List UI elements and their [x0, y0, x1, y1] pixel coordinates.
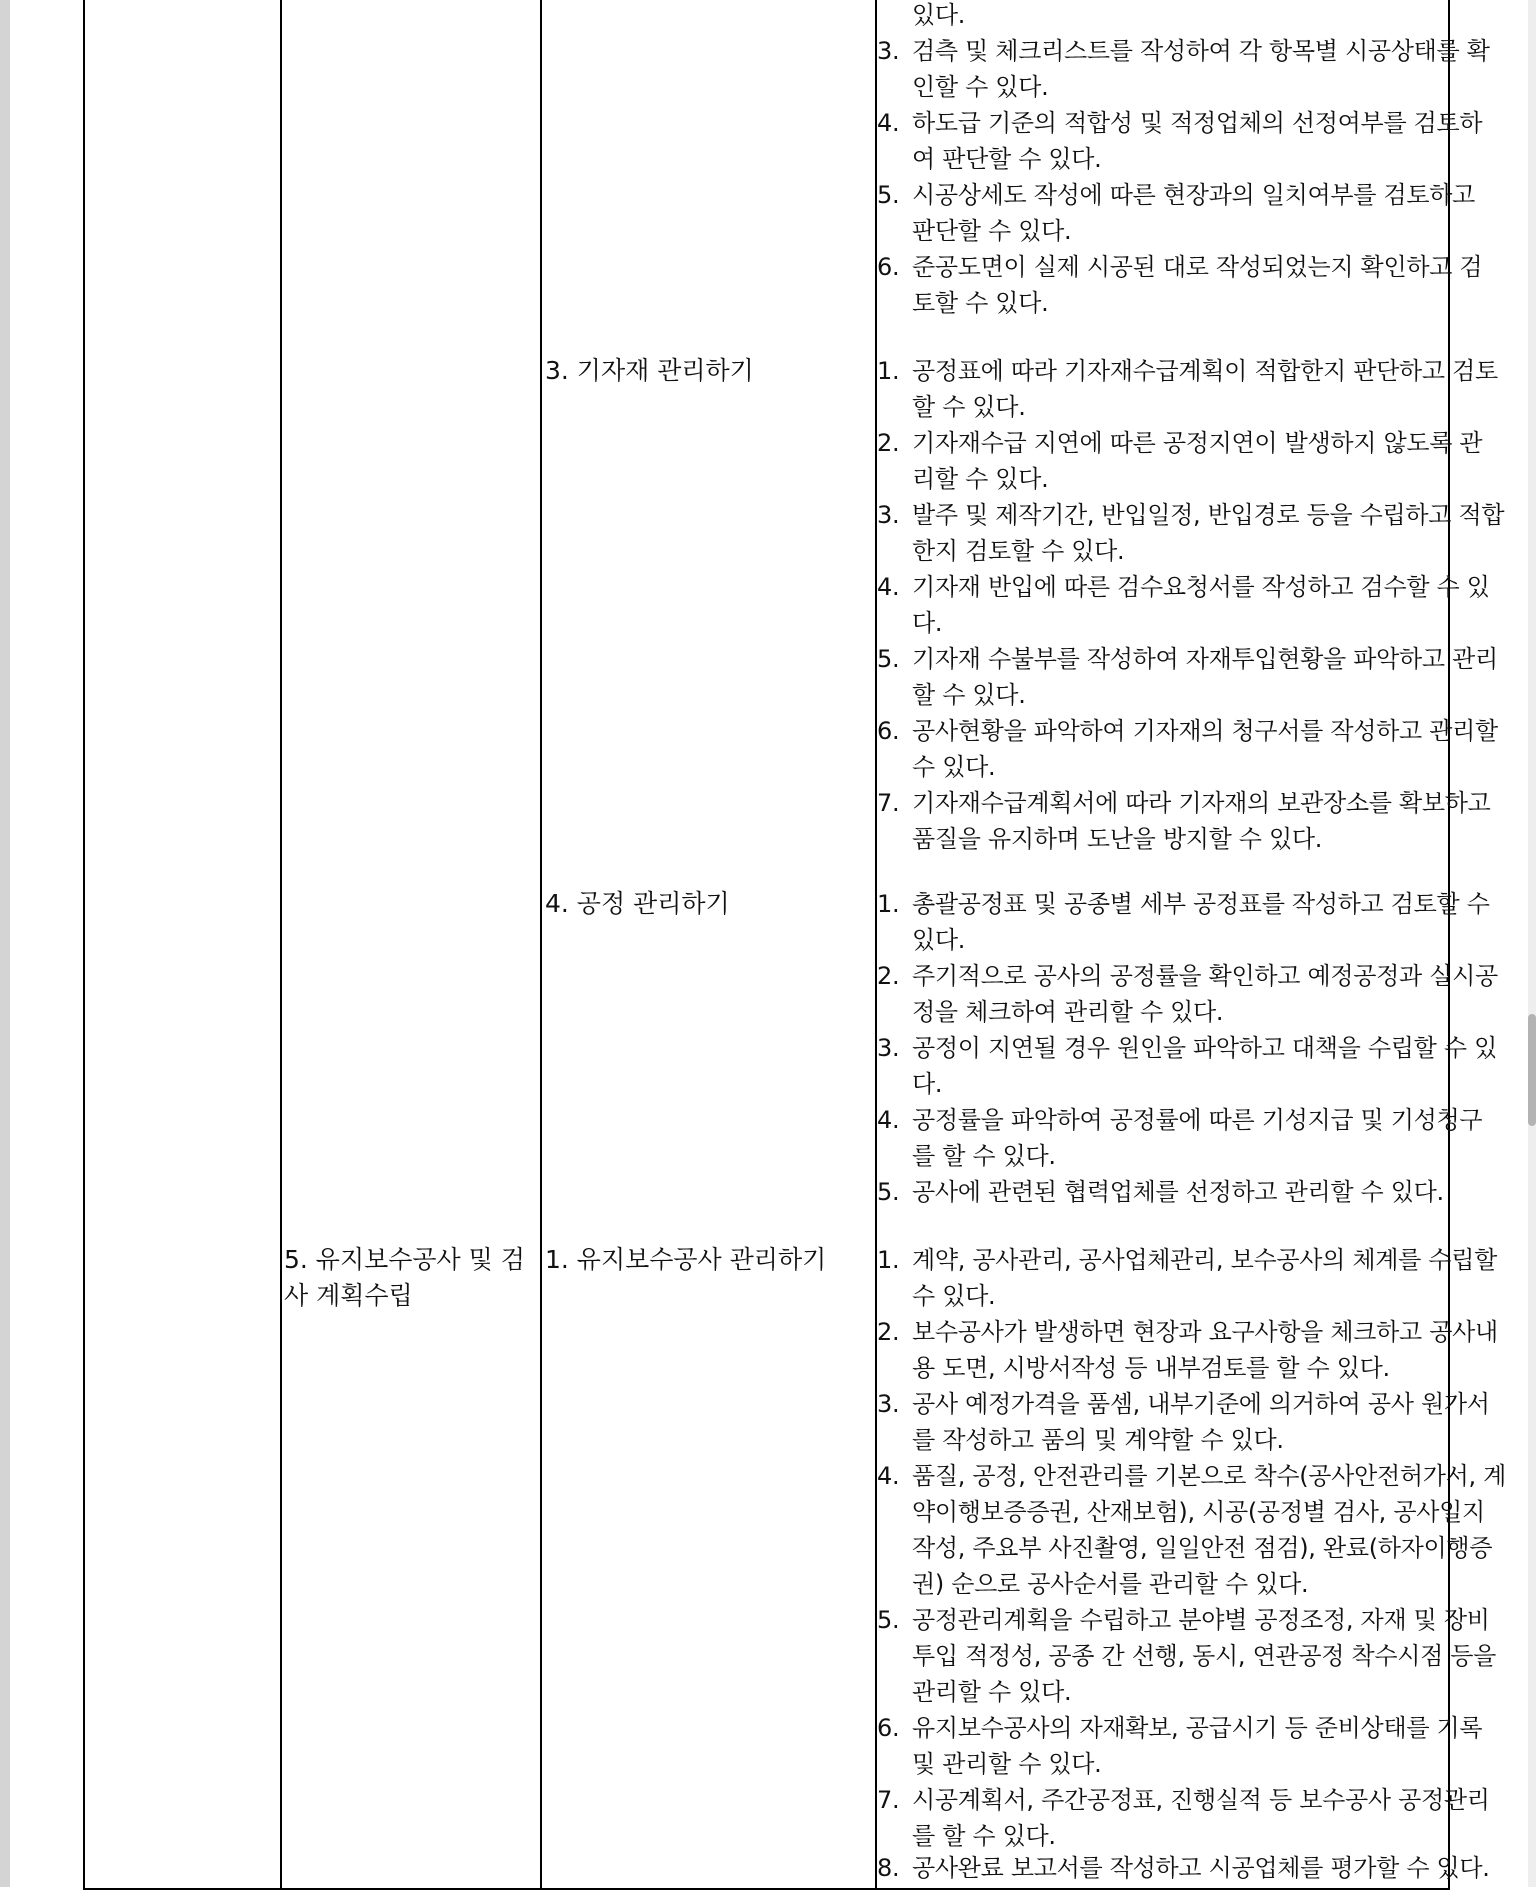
criteria-item: 4. 기자재 반입에 따른 검수요청서를 작성하고 검수할 수 있 다.: [877, 573, 1490, 637]
criteria-item: 6. 유지보수공사의 자재확보, 공급시기 등 준비상태를 기록 및 관리할 수 있다.: [877, 1714, 1483, 1778]
criteria-item: 5. 기자재 수불부를 작성하여 자재투입현황을 파악하고 관리 할 수 있다.: [877, 645, 1498, 709]
criteria-item: 1. 공정표에 따라 기자재수급계획이 적합한지 판단하고 검토 할 수 있다.: [877, 357, 1498, 421]
criteria-item: 3. 검측 및 체크리스트를 작성하여 각 항목별 시공상태를 확 인할 수 있다.: [877, 37, 1490, 101]
column-divider: [540, 0, 542, 1888]
scrollbar-track[interactable]: [1528, 0, 1536, 1887]
criteria-item: 1. 계약, 공사관리, 공사업체관리, 보수공사의 체계를 수립할 수 있다.: [877, 1246, 1497, 1310]
criteria-item: 3. 발주 및 제작기간, 반입일정, 반입경로 등을 수립하고 적합 한지 검토할 수 있다.: [877, 501, 1505, 565]
criteria-item: 5. 시공상세도 작성에 따른 현장과의 일치여부를 검토하고 판단할 수 있다.: [877, 181, 1475, 245]
unit-title-line: 사 계획수립: [284, 1281, 413, 1310]
criteria-item: 8. 공사완료 보고서를 작성하고 시공업체를 평가할 수 있다.: [877, 1854, 1490, 1882]
scrollbar-thumb[interactable]: [1528, 1014, 1536, 1126]
criteria-item: 6. 공사현황을 파악하여 기자재의 청구서를 작성하고 관리할 수 있다.: [877, 717, 1498, 781]
criteria-item: 3. 공정이 지연될 경우 원인을 파악하고 대책을 수립할 수 있 다.: [877, 1034, 1497, 1098]
criteria-item: 7. 기자재수급계획서에 따라 기자재의 보관장소를 확보하고 품질을 유지하며 도난을 방지할 수 있다.: [877, 789, 1491, 853]
criteria-item: 4. 하도급 기준의 적합성 및 적정업체의 선정여부를 검토하 여 판단할 수 있다.: [877, 109, 1483, 173]
criteria-item: 6. 준공도면이 실제 시공된 대로 작성되었는지 확인하고 검 토할 수 있다.: [877, 253, 1483, 317]
criteria-item: 4. 공정률을 파악하여 공정률에 따른 기성지급 및 기성청구 를 할 수 있다.: [877, 1106, 1483, 1170]
element-title-maintenance: 1. 유지보수공사 관리하기: [545, 1245, 827, 1274]
left-gutter: [0, 0, 10, 1887]
unit-title-line: 5. 유지보수공사 및 검: [284, 1245, 525, 1274]
column-divider: [280, 0, 282, 1888]
criteria-item: 5. 공정관리계획을 수립하고 분야별 공정조정, 자재 및 장비 투입 적정성, 공종 간 선행, 동시, 연관공정 착수시점 등을 관리할 수 있다.: [877, 1606, 1497, 1706]
element-title-equipment: 3. 기자재 관리하기: [545, 356, 754, 385]
element-title-schedule: 4. 공정 관리하기: [545, 889, 730, 918]
criteria-item: 1. 총괄공정표 및 공종별 세부 공정표를 작성하고 검토할 수 있다.: [877, 890, 1490, 954]
criteria-item: 2. 기자재수급 지연에 따른 공정지연이 발생하지 않도록 관 리할 수 있다.: [877, 429, 1483, 493]
criteria-item: 2. 보수공사가 발생하면 현장과 요구사항을 체크하고 공사내 용 도면, 시방서작성 등 내부검토를 할 수 있다.: [877, 1318, 1498, 1382]
criteria-item: 5. 공사에 관련된 협력업체를 선정하고 관리할 수 있다.: [877, 1178, 1444, 1206]
unit-title: [284, 1242, 525, 1314]
criteria-item: 3. 공사 예정가격을 품셈, 내부기준에 의거하여 공사 원가서 를 작성하고 품의 및 계약할 수 있다.: [877, 1390, 1490, 1454]
criteria-item: 2. 주기적으로 공사의 공정률을 확인하고 예정공정과 실시공 정을 체크하여 관리할 수 있다.: [877, 962, 1498, 1026]
criteria-item: 7. 시공계획서, 주간공정표, 진행실적 등 보수공사 공정관리 를 할 수 있다.: [877, 1786, 1490, 1850]
criteria-item: 4. 품질, 공정, 안전관리를 기본으로 착수(공사안전허가서, 계 약이행보증증권, 산재보험), 시공(공정별 검사, 공사일지 작성, 주요부 사진촬영, 일일안전 점검), 완료(하자이행증 권) 순으로 공사순서를 관리할 수 있다.: [877, 1462, 1507, 1598]
criteria-item: 있다.: [912, 1, 966, 29]
